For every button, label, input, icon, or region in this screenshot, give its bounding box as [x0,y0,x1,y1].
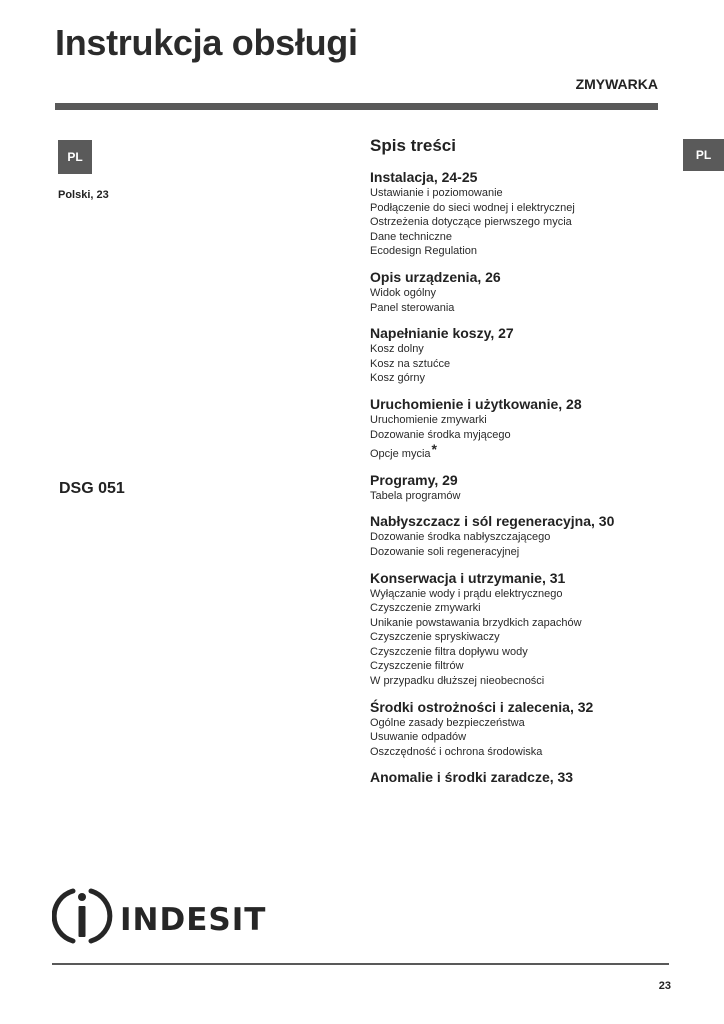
toc-section-heading[interactable]: Opis urządzenia, 26 [370,268,501,285]
toc-section [370,396,670,462]
toc-item[interactable] [370,674,670,689]
toc-item-label: Ogólne zasady bezpieczeństwa [370,716,525,729]
toc-item-label: Uruchomienie zmywarki [370,413,487,426]
toc-item-label: W przypadku dłuższej nieobecności [370,675,545,688]
toc-section [370,269,670,315]
toc-item[interactable] [370,428,670,443]
logo-wordmark: INDESIT [120,902,267,938]
toc-section-heading[interactable]: Konserwacja i utrzymanie, 31 [370,569,566,586]
toc-section [370,513,670,559]
toc-section [370,570,670,689]
toc-item[interactable] [370,645,670,660]
toc-section-heading[interactable]: Środki ostrożności i zalecenia, 32 [370,698,594,715]
toc-section-heading[interactable]: Napełnianie koszy, 27 [370,325,514,342]
toc-item[interactable] [370,301,670,316]
toc-item[interactable] [370,286,670,301]
toc-item[interactable] [370,659,670,674]
toc-item[interactable] [370,215,670,230]
toc-item-label: Dozowanie środka myjącego [370,428,511,441]
toc-item[interactable] [370,616,670,631]
toc-section [370,325,670,386]
toc-item[interactable] [370,489,670,504]
table-of-contents [370,136,670,796]
toc-item-label: Ostrzeżenia dotyczące pierwszego mycia [370,216,572,229]
toc-item[interactable] [370,587,670,602]
toc-item[interactable] [370,244,670,259]
toc-item-label: Czyszczenie filtra dopływu wody [370,645,528,658]
footer-rule [52,963,669,965]
toc-item-label: Tabela programów [370,489,461,502]
toc-item-label: Czyszczenie zmywarki [370,602,481,615]
toc-item-label: Dozowanie środka nabłyszczającego [370,531,551,544]
toc-item-label: Unikanie powstawania brzydkich zapachów [370,616,582,629]
toc-item-label: Widok ogólny [370,286,437,299]
toc-section [370,169,670,259]
toc-item-label: Podłączenie do sieci wodnej i elektrycznej [370,201,575,214]
toc-section-heading[interactable]: Nabłyszczacz i sól regeneracyjna, 30 [370,513,615,530]
toc-item[interactable] [370,545,670,560]
language-page-link[interactable]: Polski, 23 [58,189,109,201]
toc-item-label: Ustawianie i poziomowanie [370,187,503,199]
toc-item[interactable] [370,745,670,760]
toc-item-label: Dozowanie soli regeneracyjnej [370,545,520,558]
toc-item-label: Opcje mycia [370,448,431,461]
toc-section [370,472,670,504]
toc-item[interactable] [370,201,670,216]
toc-item[interactable] [370,371,670,386]
toc-item[interactable] [370,230,670,245]
toc-item[interactable] [370,530,670,545]
toc-item-label: Oszczędność i ochrona środowiska [370,745,543,758]
header-rule [55,103,658,110]
toc-item-label: Kosz górny [370,372,426,385]
toc-section [370,769,670,786]
toc-section-heading[interactable]: Programy, 29 [370,471,458,488]
indesit-logo-icon [52,886,292,946]
toc-section-heading[interactable]: Instalacja, 24-25 [370,169,478,185]
toc-item[interactable] [370,730,670,745]
toc-item-label: Czyszczenie spryskiwaczy [370,631,500,644]
language-badge: PL [58,140,92,174]
toc-item-label: Ecodesign Regulation [370,245,478,258]
toc-item-label: Kosz na sztućce [370,357,451,370]
toc-item-label: Dane techniczne [370,230,452,243]
toc-item-label: Wyłączanie wody i prądu elektrycznego [370,587,563,600]
toc-item[interactable] [370,342,670,357]
model-number: DSG 051 [59,480,125,497]
toc-item-label: Czyszczenie filtrów [370,660,464,673]
language-side-tab[interactable]: PL [683,139,724,171]
toc-item-label: Usuwanie odpadów [370,731,467,744]
toc-item[interactable] [370,716,670,731]
footnote-asterisk: * [431,441,437,458]
toc-sections [370,169,670,786]
page-number: 23 [658,980,671,992]
toc-section [370,699,670,760]
toc-item[interactable] [370,442,670,462]
toc-item[interactable] [370,357,670,372]
toc-section-heading[interactable]: Anomalie i środki zaradcze, 33 [370,769,574,786]
toc-item[interactable] [370,186,670,201]
toc-item[interactable] [370,601,670,616]
toc-item[interactable] [370,413,670,428]
toc-section-heading[interactable]: Uruchomienie i użytkowanie, 28 [370,395,582,412]
product-category: ZMYWARKA [575,76,658,92]
page-title: Instrukcja obsługi [55,22,358,63]
toc-item-label: Kosz dolny [370,343,424,356]
toc-item[interactable] [370,630,670,645]
toc-item-label: Panel sterowania [370,301,455,314]
toc-title: Spis treści [370,136,456,155]
